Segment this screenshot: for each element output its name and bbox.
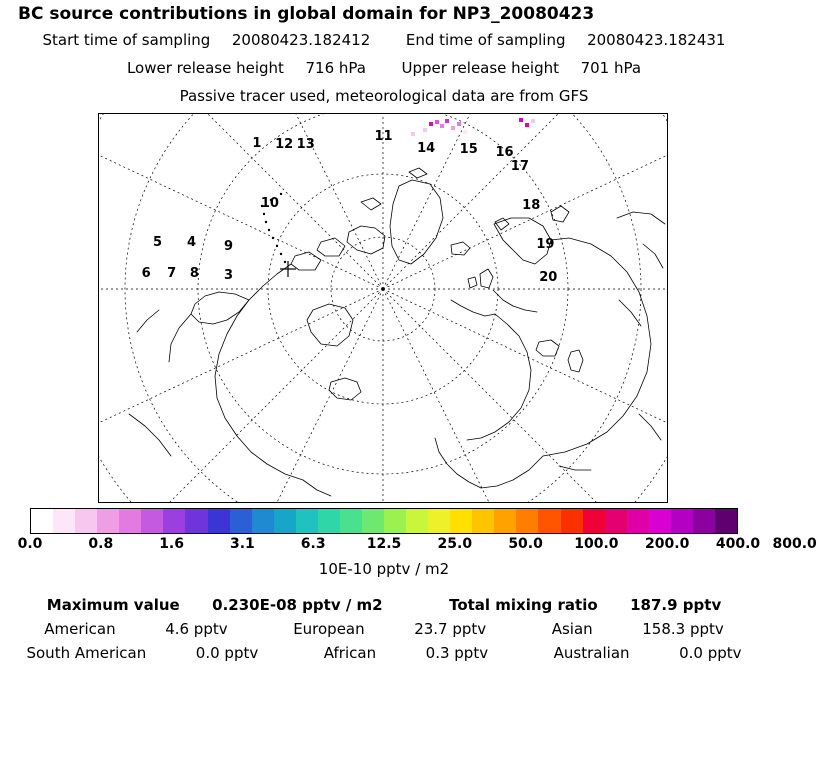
colorbar-tick-10: 400.0: [715, 536, 761, 552]
map-label-11b: 1: [252, 136, 262, 152]
map-label-12: 12: [275, 137, 294, 153]
upper-release-height-label: Upper release height: [401, 59, 559, 77]
colorbar-swatch-24: [561, 509, 583, 533]
colorbar-swatch-2: [75, 509, 97, 533]
map-label-7: 7: [167, 266, 177, 282]
colorbar-swatch-28: [649, 509, 671, 533]
source-value-asian: 158.3 pptv: [642, 620, 724, 638]
colorbar-swatch-16: [384, 509, 406, 533]
colorbar-swatch-1: [53, 509, 75, 533]
colorbar-swatch-7: [185, 509, 207, 533]
source-name-european: European: [293, 620, 365, 638]
colorbar-swatch-22: [516, 509, 538, 533]
lower-release-height-value: 716 hPa: [305, 59, 366, 77]
colorbar-swatch-20: [472, 509, 494, 533]
release-height-line: [0, 59, 768, 77]
map-label-5: 5: [152, 235, 162, 251]
start-time-value: 20080423.182412: [231, 31, 371, 49]
source-value-european: 23.7 pptv: [414, 620, 487, 638]
map-label-8: 8: [189, 266, 199, 282]
colorbar-swatch-27: [627, 509, 649, 533]
colorbar-tick-9: 200.0: [645, 536, 690, 552]
map-label-20: 20: [539, 270, 558, 286]
colorbar-swatch-29: [671, 509, 693, 533]
colorbar-swatch-9: [230, 509, 252, 533]
page-title: BC source contributions in global domain for NP3_20080423: [18, 4, 595, 24]
colorbar-swatch-13: [318, 509, 340, 533]
colorbar-swatch-15: [362, 509, 384, 533]
colorbar-swatch-8: [208, 509, 230, 533]
colorbar-swatch-3: [97, 509, 119, 533]
source-value-african: 0.3 pptv: [425, 644, 489, 662]
colorbar-swatch-14: [340, 509, 362, 533]
colorbar-swatch-30: [693, 509, 715, 533]
map-label-3: 3: [223, 268, 233, 284]
tracer-note: Passive tracer used, meteorological data are from GFS: [179, 87, 589, 105]
colorbar-swatch-11: [274, 509, 296, 533]
colorbar-swatch-21: [494, 509, 516, 533]
source-row-2: [0, 644, 768, 662]
source-name-african: African: [323, 644, 377, 662]
colorbar-tick-labels: [0, 536, 817, 554]
colorbar-swatch-0: [31, 509, 53, 533]
colorbar-swatch-19: [450, 509, 472, 533]
map-label-14: 14: [417, 141, 436, 157]
colorbar-tick-5: 12.5: [366, 536, 402, 552]
map-panel: [98, 113, 668, 503]
source-value-south-american: 0.0 pptv: [195, 644, 259, 662]
colorbar-swatch-18: [428, 509, 450, 533]
colorbar-tick-0: 0.0: [17, 536, 43, 552]
maximum-value: 0.230E-08 pptv / m2: [212, 596, 383, 614]
map-label-17: 17: [510, 158, 529, 174]
sampling-time-line: [0, 31, 768, 49]
colorbar-tick-2: 1.6: [159, 536, 184, 552]
summary-line: [0, 596, 768, 614]
source-name-asian: Asian: [551, 620, 593, 638]
map-label-4: 4: [187, 235, 197, 251]
source-name-australian: Australian: [553, 644, 630, 662]
map-point-labels: [99, 114, 667, 502]
map-label-19: 19: [536, 237, 555, 253]
colorbar-swatch-12: [296, 509, 318, 533]
colorbar-tick-7: 50.0: [508, 536, 543, 552]
colorbar-swatch-25: [583, 509, 605, 533]
total-mixing-ratio-label: Total mixing ratio: [449, 596, 598, 614]
map-label-9: 9: [223, 239, 233, 255]
colorbar-swatch-23: [538, 509, 560, 533]
colorbar-tick-8: 100.0: [574, 536, 619, 552]
colorbar-tick-11: 800.0: [772, 536, 817, 552]
map-label-13: 13: [296, 136, 315, 152]
colorbar-unit-label: 10E-10 pptv / m2: [318, 560, 450, 578]
upper-release-height-value: 701 hPa: [580, 59, 642, 77]
colorbar-swatch-5: [141, 509, 163, 533]
colorbar-tick-3: 3.1: [229, 536, 255, 552]
colorbar-swatch-10: [252, 509, 274, 533]
map-label-6: 6: [141, 266, 151, 282]
end-time-value: 20080423.182431: [587, 31, 726, 49]
map-label-16: 16: [495, 144, 514, 160]
colorbar-tick-1: 0.8: [88, 536, 114, 552]
source-value-american: 4.6 pptv: [165, 620, 228, 638]
colorbar-tick-4: 6.3: [300, 536, 326, 552]
colorbar-swatch-4: [119, 509, 141, 533]
map-label-18: 18: [522, 198, 541, 214]
source-name-south-american: South American: [26, 644, 147, 662]
total-mixing-ratio-value: 187.9 pptv: [630, 596, 722, 614]
map-label-11: 11: [374, 128, 393, 144]
map-label-15: 15: [459, 142, 478, 158]
lower-release-height-label: Lower release height: [126, 59, 284, 77]
colorbar: [30, 508, 738, 534]
colorbar-swatch-6: [163, 509, 185, 533]
source-value-australian: 0.0 pptv: [679, 644, 742, 662]
colorbar-swatch-31: [715, 509, 737, 533]
start-time-label: Start time of sampling: [42, 31, 211, 49]
colorbar-swatch-17: [406, 509, 428, 533]
colorbar-tick-6: 25.0: [437, 536, 473, 552]
source-name-american: American: [44, 620, 116, 638]
map-label-10: 10: [260, 196, 279, 212]
source-row-1: [0, 620, 768, 638]
colorbar-swatch-26: [605, 509, 627, 533]
maximum-value-label: Maximum value: [46, 596, 180, 614]
end-time-label: End time of sampling: [405, 31, 566, 49]
